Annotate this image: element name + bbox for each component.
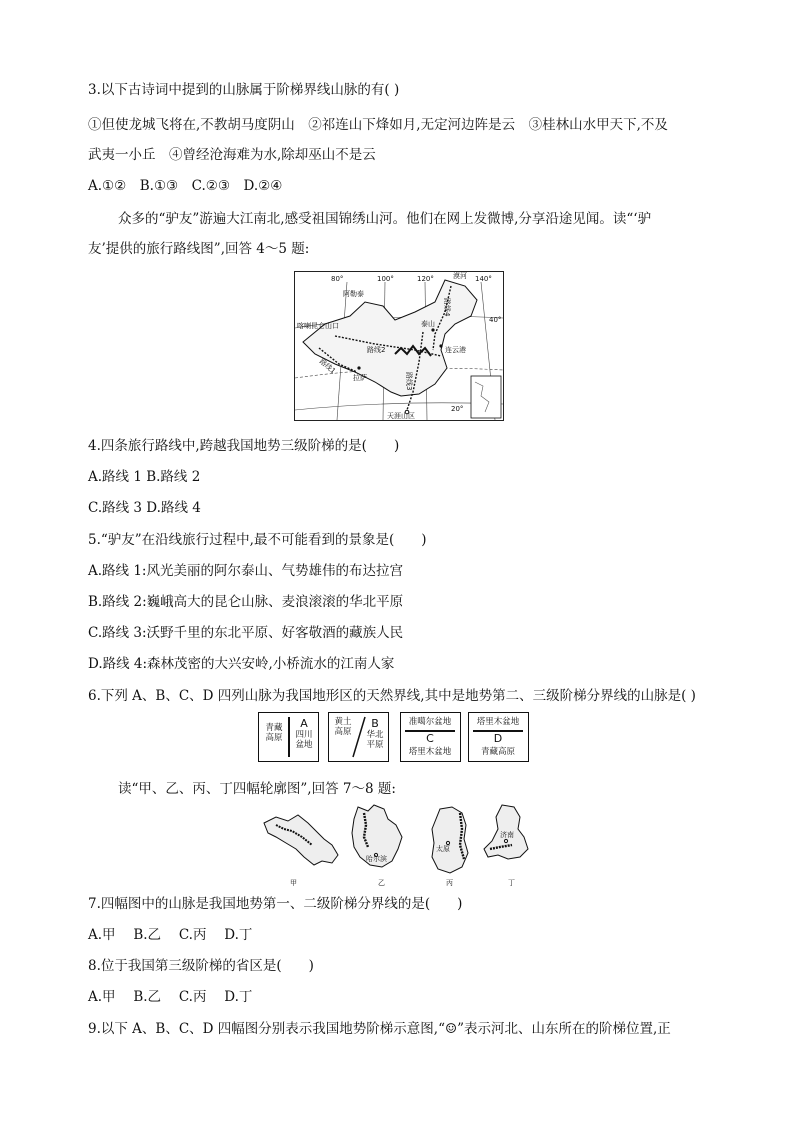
q6-stem: 6.下列 A、B、C、D 四列山脉为我国地形区的天然界线,其中是地势第二、三级阶梯分界线的山脉是( ) (88, 688, 696, 704)
lianyungang-label: 连云港 (445, 346, 466, 354)
box-b-left-top: 黄土 (334, 717, 352, 727)
route-map (294, 271, 504, 421)
q8-options: A.甲 B.乙 C.丙 D.丁 (88, 989, 253, 1005)
box-a-letter: A (300, 717, 308, 730)
box-b (328, 712, 389, 762)
q5-stem: 5.“驴友”在沿线旅行过程中,最不可能看到的景象是( ) (88, 532, 427, 548)
box-c-top: 准噶尔盆地 (408, 717, 452, 727)
q4-stem: 4.四条旅行路线中,跨越我国地势三级阶梯的是( ) (88, 438, 400, 454)
route2-label: 路线2 (367, 346, 386, 354)
box-a-left-bottom: 高原 (265, 733, 283, 743)
route-map-svg (295, 272, 503, 420)
q9-stem: 9.以下 A、B、C、D 四幅图分别表示我国地势阶梯示意图,“☺”表示河北、山东所在的阶梯位置,正 (88, 1021, 671, 1037)
box-d (468, 712, 529, 762)
province-outlines (262, 803, 532, 889)
box-b-letter: B (371, 717, 379, 730)
q3-line2: 武夷一小丘 ④曾经沧海难为水,除却巫山不是云 (88, 147, 376, 163)
box-a (258, 712, 319, 762)
intro78: 读“甲、乙、丙、丁四幅轮廓图”,回答 7～8 题: (118, 781, 396, 797)
lon-140-label: 140° (475, 275, 492, 283)
outline-bing-label: 丙 (446, 879, 453, 887)
route1-label: 路线1 (317, 357, 338, 376)
q5-option-d: D.路线 4:森林茂密的大兴安岭,小桥流水的江南人家 (88, 656, 395, 672)
q7-options: A.甲 B.乙 C.丙 D.丁 (88, 927, 253, 943)
city-harbin-label: 哈尔滨 (366, 855, 387, 863)
box-c-bottom: 塔里木盆地 (408, 747, 452, 757)
q4-options-cd: C.路线 3 D.路线 4 (88, 500, 201, 516)
q4-options-ab: A.路线 1 B.路线 2 (88, 469, 201, 485)
box-a-left-top: 青藏 (265, 723, 283, 733)
lon-100-label: 100° (377, 275, 394, 283)
lon-120-label: 120° (417, 275, 434, 283)
lon-80-label: 80° (331, 275, 344, 283)
altai-label: 阿勒泰 (343, 290, 364, 298)
province-outlines-svg (262, 803, 532, 889)
box-b-right-top: 华北 (366, 730, 384, 740)
q3-stem: 3.以下古诗词中提到的山脉属于阶梯界线山脉的有( ) (88, 82, 400, 98)
taishan-label: 泰山 (421, 320, 435, 328)
lat-40-label: 40° (489, 316, 502, 324)
city-taiyuan-label: 太原 (436, 845, 450, 853)
box-d-letter: D (493, 732, 503, 745)
lhasa-label: 拉萨 (353, 374, 367, 382)
box-a-right (290, 717, 318, 750)
box-b-left-bottom: 高原 (334, 727, 352, 737)
box-a-right-bottom: 盆地 (295, 740, 313, 750)
outline-yi-label: 乙 (378, 879, 385, 887)
q5-option-c: C.路线 3:沃野千里的东北平原、好客敬酒的藏族人民 (88, 625, 404, 641)
kashgar-label: 喀喇昆仑山口 (297, 322, 339, 330)
lat-20-label: 20° (451, 405, 464, 413)
intro45-line1: 众多的“驴友”游遍大江南北,感受祖国锦绣山河。他们在网上发微博,分享沿途见闻。读“‘驴 (118, 211, 652, 227)
q7-stem: 7.四幅图中的山脉是我国地势第一、二级阶梯分界线的是( ) (88, 896, 463, 912)
box-b-right-bottom: 平原 (366, 740, 384, 750)
mohe-label: 漠河 (453, 272, 467, 280)
outline-jia-label: 甲 (290, 879, 297, 887)
box-d-bottom: 青藏高原 (480, 747, 515, 757)
box-b-right (362, 717, 388, 750)
box-a-right-top: 四川 (295, 730, 313, 740)
q8-stem: 8.位于我国第三级阶梯的省区是( ) (88, 958, 314, 974)
sanya-label: 天涯山区 (387, 412, 415, 420)
route4-label: 路线4 (443, 298, 451, 317)
city-jinan-label: 济南 (500, 831, 514, 839)
q3-line1: ①但使龙城飞将在,不教胡马度阴山 ②祁连山下烽如月,无定河边阵是云 ③桂林山水甲天下,不及 (88, 117, 668, 133)
intro45-line2: 友’提供的旅行路线图”,回答 4～5 题: (88, 241, 310, 257)
box-d-top: 塔里木盆地 (476, 717, 520, 727)
q5-option-a: A.路线 1:风光美丽的阿尔泰山、气势雄伟的布达拉宫 (88, 563, 403, 579)
q5-option-b: B.路线 2:巍峨高大的昆仑山脉、麦浪滚滚的华北平原 (88, 594, 404, 610)
box-a-left (262, 723, 286, 743)
q3-options: A.①② B.①③ C.②③ D.②④ (88, 178, 283, 194)
q6-boxes (258, 712, 530, 766)
box-c-letter: C (426, 732, 434, 745)
route3-label: 路线3 (405, 372, 413, 391)
box-c (400, 712, 461, 762)
outline-ding-label: 丁 (508, 879, 515, 887)
